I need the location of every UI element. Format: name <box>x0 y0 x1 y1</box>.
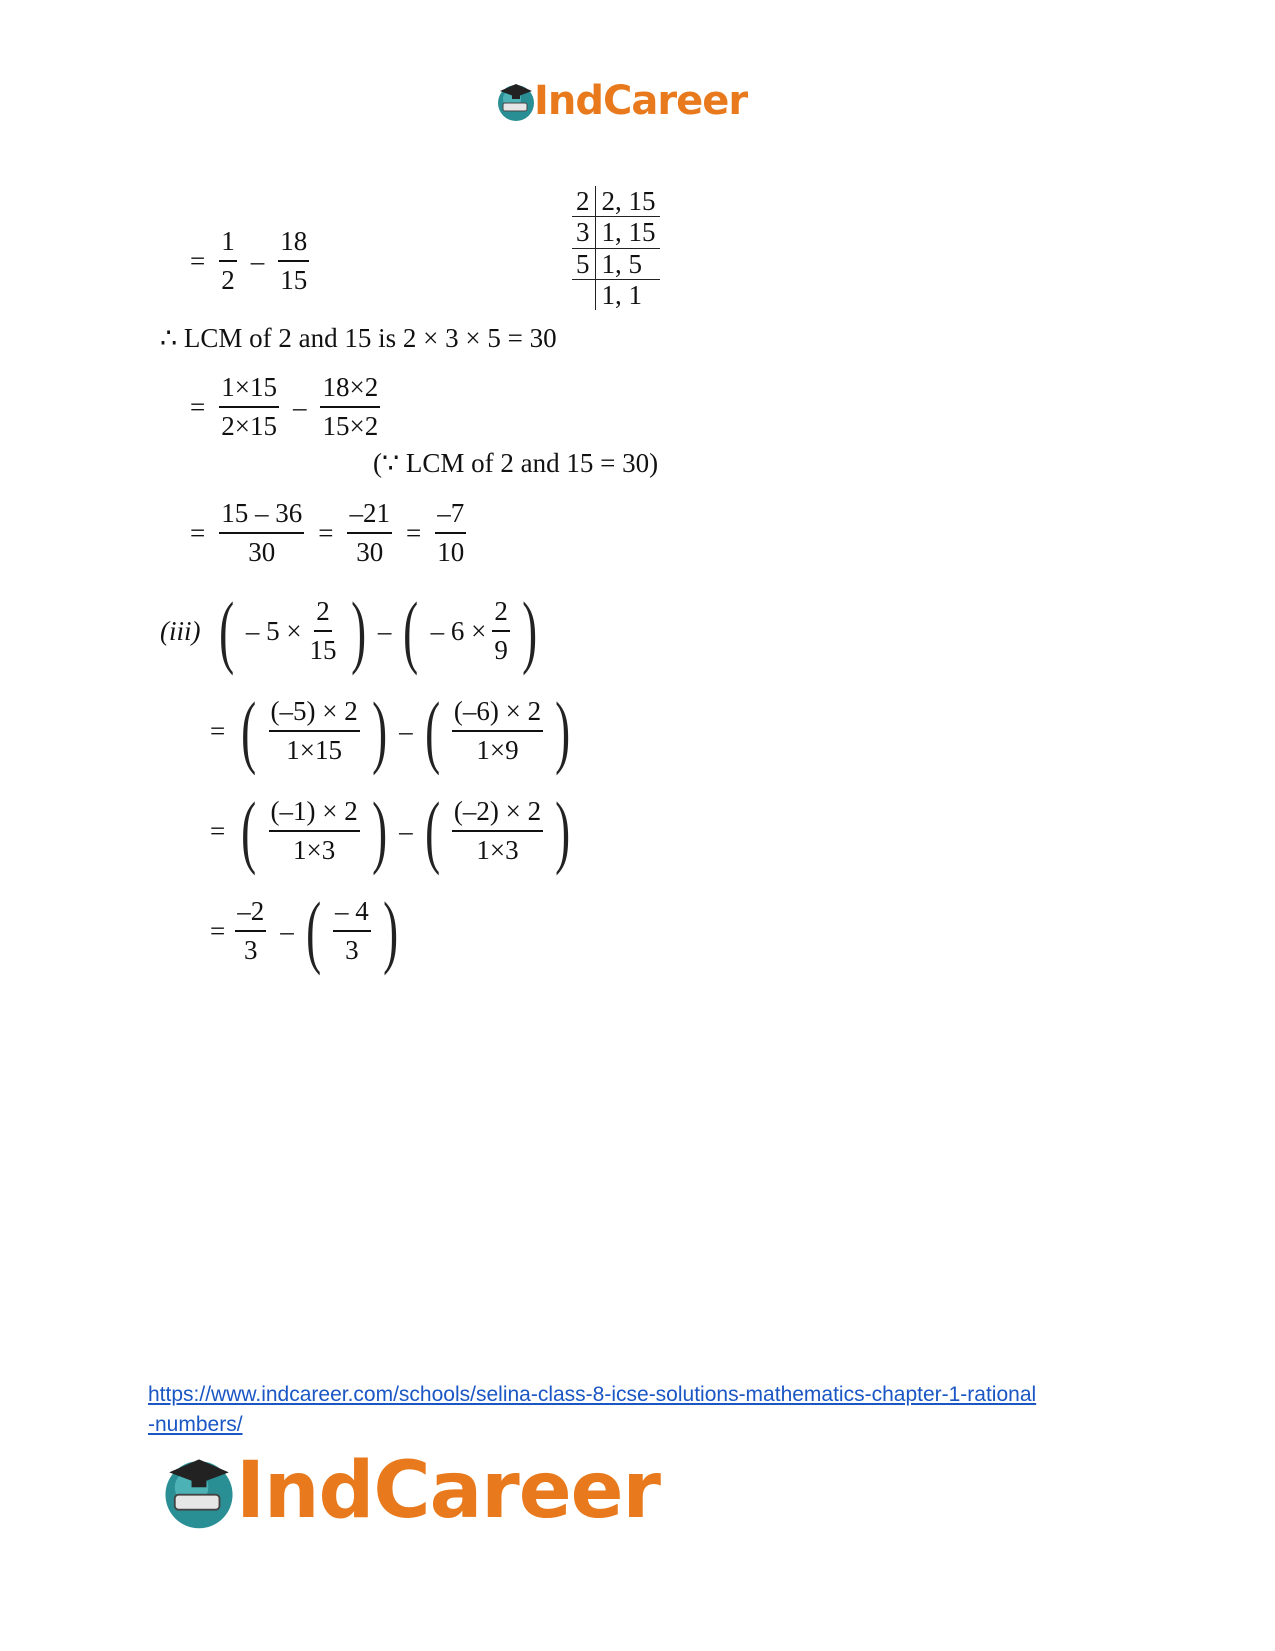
source-link[interactable] <box>148 1380 1148 1440</box>
right-paren: ) <box>522 585 538 676</box>
minus-sign: – <box>280 915 294 946</box>
minus-sign: – <box>399 815 413 846</box>
equals-sign: = <box>210 715 226 746</box>
equals-sign: = <box>190 391 206 422</box>
header-logo <box>494 78 747 124</box>
fraction: $\frac{2}{9}$ <box>494 595 508 665</box>
right-paren: ) <box>371 785 387 876</box>
left-paren: ( <box>403 585 419 676</box>
left-paren: ( <box>305 885 321 976</box>
fraction: $\frac{1\times 15}{2\times 15}$ <box>221 372 277 442</box>
table-row: 1, 1 <box>572 280 660 311</box>
globe-graduation-icon <box>494 79 538 123</box>
left-paren: ( <box>241 685 257 776</box>
table-row: 3 1, 15 <box>572 217 660 248</box>
fraction: $\frac{(-2) \times 2}{1\times 3}$ <box>453 795 542 865</box>
math-line-6 <box>210 885 404 976</box>
minus-sign: – <box>377 615 392 646</box>
equals-sign: = <box>210 915 226 946</box>
table-row: 5 1, 5 <box>572 248 660 279</box>
fraction: $\frac{(-1) \times 2}{1\times 3}$ <box>270 795 358 865</box>
because-note: (∵ LCM of 2 and 15 = 30) <box>373 448 659 478</box>
left-paren: ( <box>218 585 234 676</box>
minus-sign: – <box>250 245 265 276</box>
footer-logo <box>158 1446 660 1536</box>
left-paren: ( <box>424 785 440 876</box>
fraction: $\frac{1}{2}$ <box>221 226 235 296</box>
therefore-statement: ∴ LCM of 2 and 15 is 2 × 3 × 5 = 30 <box>160 323 557 353</box>
equals-sign: = <box>190 245 206 276</box>
equals-sign: = <box>210 815 226 846</box>
math-line-1 <box>190 226 309 296</box>
part-iii-expression <box>160 585 543 676</box>
right-paren: ) <box>371 685 387 776</box>
minus-sign: – <box>292 391 307 422</box>
expression-prefix: – 5 × <box>245 615 302 646</box>
math-line-4 <box>210 685 576 776</box>
fraction: $\frac{18\times 2}{15\times 2}$ <box>322 372 379 442</box>
right-paren: ) <box>382 885 398 976</box>
right-paren: ) <box>555 685 571 776</box>
minus-sign: – <box>399 715 413 746</box>
footer-logo-text: IndCareer <box>236 1446 660 1536</box>
fraction: $\frac{2}{15}$ <box>309 595 337 665</box>
equals-sign: = <box>318 517 334 548</box>
source-link-line-1[interactable]: https://www.indcareer.com/schools/selina-class-8-icse-solutions-mathematics-chapter-1-rational <box>148 1383 1037 1406</box>
left-paren: ( <box>424 685 440 776</box>
fraction: $\frac{18}{15}$ <box>280 226 308 296</box>
math-line-2 <box>190 372 380 442</box>
table-row: 2 2, 15 <box>572 186 660 217</box>
math-line-3 <box>190 498 466 568</box>
fraction: $\frac{-7}{10}$ <box>437 498 465 568</box>
expression-prefix: – 6 × <box>430 615 487 646</box>
part-label: (iii) <box>160 615 201 646</box>
fraction: $\frac{15 - 36}{30}$ <box>221 498 303 568</box>
lcm-division-table <box>572 186 660 310</box>
math-line-5 <box>210 785 576 876</box>
equals-sign: = <box>405 517 422 548</box>
equals-sign: = <box>190 517 206 548</box>
globe-graduation-icon <box>158 1450 240 1532</box>
header-logo-text: IndCareer <box>534 78 748 124</box>
source-link-line-2[interactable]: -numbers/ <box>148 1413 243 1436</box>
right-paren: ) <box>555 785 571 876</box>
left-paren: ( <box>241 785 257 876</box>
fraction: $\frac{(-5) \times 2}{1\times 15}$ <box>270 695 358 765</box>
right-paren: ) <box>350 585 366 676</box>
fraction: $\frac{-21}{30}$ <box>349 498 390 568</box>
fraction: $\frac{-2}{3}$ <box>237 895 265 965</box>
fraction: $\frac{- 4}{3}$ <box>335 895 369 965</box>
fraction: $\frac{(-6) \times 2}{1\times 9}$ <box>453 695 542 765</box>
